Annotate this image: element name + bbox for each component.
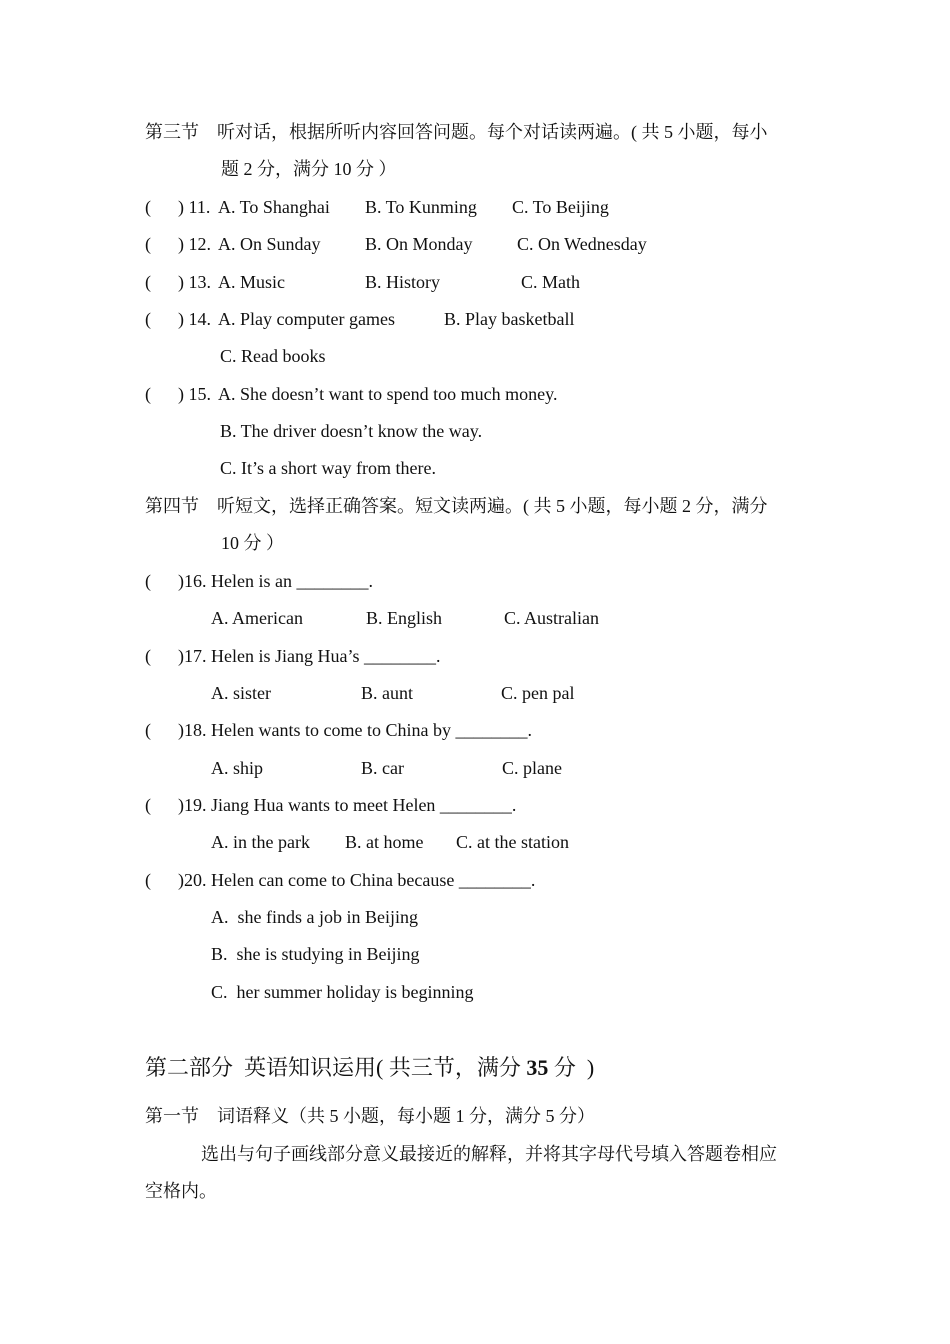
- option-a: A. ship: [211, 758, 264, 778]
- option-a: A. sister: [211, 683, 271, 703]
- answer-paren[interactable]: (: [145, 384, 151, 404]
- section3-heading-line1: 第三节 听对话，根据所听内容回答问题。每个对话读两遍。( 共 5 小题，每小: [145, 122, 768, 142]
- option-b: B. aunt: [361, 683, 413, 703]
- answer-paren[interactable]: (: [145, 309, 151, 329]
- question-stem: )16. Helen is an ________.: [178, 571, 373, 591]
- instruction-line1: 选出与句子画线部分意义最接近的解释，并将其字母代号填入答题卷相应: [201, 1144, 777, 1164]
- part2-title: [145, 1054, 594, 1082]
- option-c: C. plane: [502, 758, 562, 778]
- answer-paren[interactable]: (: [145, 646, 151, 666]
- answer-paren[interactable]: (: [145, 234, 151, 254]
- answer-paren[interactable]: (: [145, 720, 151, 740]
- part2-section1-heading: 第一节 词语释义（共 5 小题，每小题 1 分，满分 5 分）: [145, 1106, 595, 1126]
- option-a: A. To Shanghai: [218, 197, 330, 217]
- option-a: A. On Sunday: [218, 234, 321, 254]
- option-c: C. Math: [521, 272, 581, 292]
- option-c: C. her summer holiday is beginning: [211, 982, 474, 1002]
- option-a: A. She doesn’t want to spend too much money.: [218, 384, 558, 404]
- option-c: C. Australian: [504, 608, 599, 628]
- option-a: A. Music: [218, 272, 285, 292]
- question-stem: )20. Helen can come to China because ________.: [178, 870, 536, 890]
- option-b: B. car: [361, 758, 404, 778]
- option-c: C. It’s a short way from there.: [220, 458, 436, 478]
- question-stem: )17. Helen is Jiang Hua’s ________.: [178, 646, 441, 666]
- section4-heading-line1: 第四节 听短文，选择正确答案。短文读两遍。( 共 5 小题，每小题 2 分，满分: [145, 496, 768, 516]
- question-stem: )19. Jiang Hua wants to meet Helen ________.: [178, 795, 517, 815]
- answer-paren[interactable]: (: [145, 197, 151, 217]
- instruction-line2: 空格内。: [145, 1181, 217, 1201]
- option-c: C. On Wednesday: [517, 234, 647, 254]
- part2-title-num: 35: [526, 1055, 549, 1080]
- answer-paren[interactable]: (: [145, 272, 151, 292]
- section4-heading-line2: 10 分 ）: [221, 533, 284, 553]
- question-number: ) 15.: [178, 384, 211, 404]
- option-b: B. English: [366, 608, 443, 628]
- option-b: B. On Monday: [365, 234, 473, 254]
- question-stem: )18. Helen wants to come to China by ________.: [178, 720, 532, 740]
- option-b: B. History: [365, 272, 441, 292]
- option-c: C. Read books: [220, 346, 326, 366]
- option-c: C. pen pal: [501, 683, 575, 703]
- option-b: B. The driver doesn’t know the way.: [220, 421, 483, 441]
- option-a: A. American: [211, 608, 303, 628]
- option-a: A. in the park: [211, 832, 310, 852]
- option-c: C. at the station: [456, 832, 569, 852]
- option-a: A. she finds a job in Beijing: [211, 907, 418, 927]
- answer-paren[interactable]: (: [145, 795, 151, 815]
- question-number: ) 14.: [178, 309, 211, 329]
- option-b: B. she is studying in Beijing: [211, 944, 420, 964]
- part2-title-post: 分 ): [548, 1055, 595, 1080]
- question-number: ) 12.: [178, 234, 211, 254]
- option-b: B. To Kunming: [365, 197, 477, 217]
- answer-paren[interactable]: (: [145, 571, 151, 591]
- option-c: C. To Beijing: [512, 197, 609, 217]
- option-b: B. Play basketball: [444, 309, 575, 329]
- answer-paren[interactable]: (: [145, 870, 151, 890]
- question-number: ) 13.: [178, 272, 211, 292]
- question-number: ) 11.: [178, 197, 211, 217]
- option-b: B. at home: [345, 832, 424, 852]
- section3-heading-line2: 题 2 分，满分 10 分 ）: [221, 159, 397, 179]
- option-a: A. Play computer games: [218, 309, 395, 329]
- part2-title-pre: 第二部分 英语知识运用( 共三节，满分: [145, 1055, 527, 1080]
